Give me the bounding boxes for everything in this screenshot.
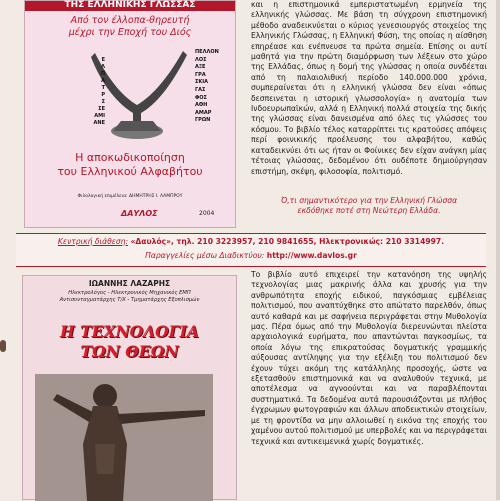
website-link[interactable]: http://www.davlos.gr <box>266 251 357 260</box>
book2-author: ΙΩΑΝΝΗΣ ΛΑΖΑΡΗΣ <box>88 279 171 288</box>
paper-stain <box>0 340 6 352</box>
distribution-band <box>16 233 486 267</box>
letters-list: Ε Λ Π Α Τ Ρ Σ ΣΕ ΑΜΙ ΑΝΕ <box>93 57 105 126</box>
book-cover-alphabet <box>24 0 236 228</box>
publisher-logo: ΔΑΥΛΟΣ <box>121 209 158 218</box>
online-orders: Παραγγελίες μέσω Διαδικτύου: http://www.davlos.gr <box>145 251 357 260</box>
bronze-statue-photo <box>35 374 213 501</box>
book1-highlight-note: Ό,τι σημαντικότερο για την Ελληνική Γλώσσα εκδόθηκε ποτέ στη Νεώτερη Ελλάδα. <box>280 196 458 215</box>
book2-description: Το βιβλίο αυτό επιχειρεί την κατανόηση της υψηλής τεχνολογίας μιας μακρινής άλλα και χρυσής για την ανθρωπότητα εποχής ειδικού, παγκόσμιας εμβέλειας πολιτισμού, που αναπτύχθηκε στο απώτατο παρελθόν, όπως αυτό καθαρά και με σαφήνεια περιγράφεται στην Μυθολογία μας. Πέρα όμως από την Μυθολογία διερευνώνται πλείστα αρχαιολογικά ευρήματα, που απαντώνται παγκοσμίως, τα οποία λόγω της επικρατούσας δογματικής γραμμικής αύξουσας αντίληψης για την εξέλιξη του πολιτισμού δεν έχουν τύχει ακόμη της κατάλληλης προσοχής, ώστε να εξετασθούν επιστημονικά και να αναλυθούν τεχνικά, με αποτέλεσμα να αγνοούνται και να παραβλέπονται συστηματικά. Τα δεδομένα αυτά παρουσιάζονται με πλήθος έγχρωμων φωτογραφιών και άλλων αποδεικτικών στοιχείων, με τη φροντίδα να μην αλλοιωθεί η εικόνα της εποχής του χαμένου αυτού πολιτισμού με υπερβολές και να περιγράφεται τεχνικά και αντικειμενικά χωρίς δογματικές. <box>251 270 487 446</box>
book1-title: ΤΗΣ ΕΛΛΗΝΙΚΗΣ ΓΛΩΣΣΑΣ <box>25 1 235 11</box>
page-edge <box>496 0 500 500</box>
book1-caption: Η αποκωδικοποίηση του Ελληνικού Αλφαβήτου <box>57 151 203 178</box>
book1-year: 2004 <box>199 210 215 217</box>
book1-subtitle: Από τον έλλοπα-θηρευτή μέχρι την Εποχή του Διός <box>68 15 192 38</box>
book1-description: και η επιστημονικά εμπεριστατωμένη ερμηνεία της ελληνικής γλώσσας. Με βάση τη σύγχρονη επιστημονική μέθοδο αναδεικνύεται ο κύριος γενεσιουργός στοιχείος της Ελληνικής Γλώσσας, η Ελληνική Φύση, της οποίας η αίσθηση επηρέασε και ενέπνευσε τα πρώτα σημεία. Επίσης οι αυτί μαθητά για την πρώτη διαμόρφωση των λέξεων στο χώρο της Ελλάδας, όπως η δομή της γλώσσας η οποία συνδέεται από τη παλαιολιθική περίοδο 140.000.000 χρόνια, συμπεραίνεται ότι η ελληνική γλώσσα δεν είναι «όπως δεσπεινεται η ιστορική γλωσσολογία» η ανατομία των Ινδοευρωπαϊκών, αλλά η Ελληνική πολλά στοιχεία της δικής της γλώσσας είναι δανεισμένα από όλες τις γλώσσες του κόσμου. Το βιβλίο τέλος καταρρίπτει τις κρατούσες απόψεις περί φοινικικής προέλευσης του αλφαβήτου, καθώς καταδεικνύει ότι ως ήταν οι Φοίνικες δεν είχαν ανάγκη μίας τέτοιας γλώσσας, δεδομένου ότι ουδέποτε δημιούργησαν επιστήμη, σκέψη, φιλοσοφία, πολιτισμό. <box>251 0 487 176</box>
book2-affiliation: Ηλεκτρολόγος - Ηλεκτρονικός Μηχανικός ΕΜΠ Αντισυνταγματάρχης Τ/Χ - Τμηματάρχης Εξοπλισμών <box>59 290 200 303</box>
book-cover-technology-of-gods <box>22 275 237 500</box>
words-list: ΠΕΛΛΟΝ ΛΟΣ ΑΞΕ ΓΡΑ ΣΚΙΑ ΓΑΣ ΦΟΣ ΑΘΗ ΑΜΑΡ ΓΡΩΝ <box>195 49 219 124</box>
book1-credit: Φιλολογική επιμέλεια: ΔΗΜΗΤΡΗΣ Ι. ΛΑΜΠΡΟΥ <box>77 194 183 199</box>
central-distribution: Κεντρική διάθεση: «Δαυλός», τηλ. 210 3223957, 210 9841655, Ηλεκτρονικώς: 210 3314997. <box>57 237 445 246</box>
book2-title: Η ΤΕΧΝΟΛΟΓΙΑ ΤΩΝ ΘΕΩΝ <box>60 322 199 361</box>
